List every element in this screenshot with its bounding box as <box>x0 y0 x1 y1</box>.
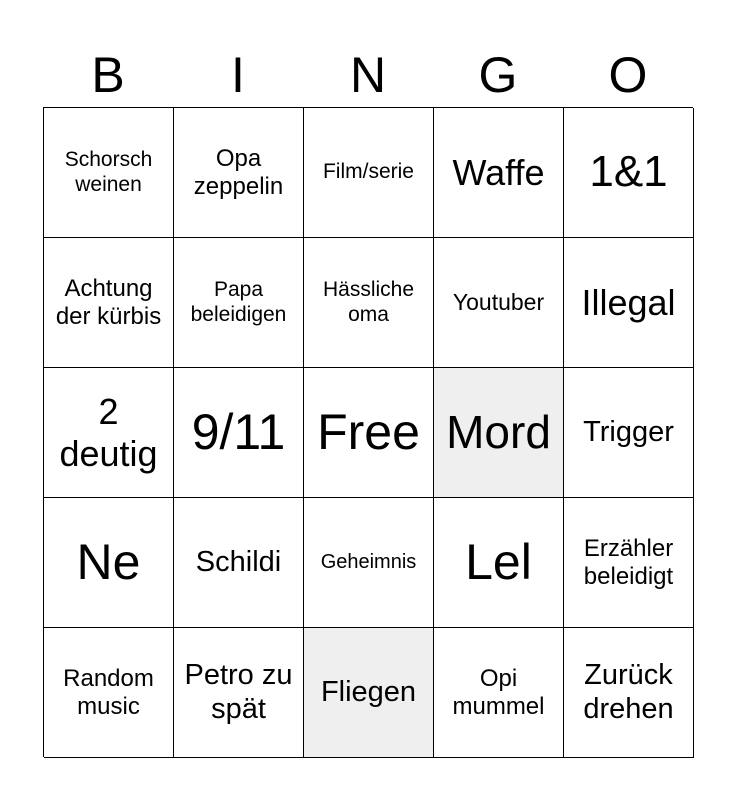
cell-label: Achtung der kürbis <box>55 274 162 330</box>
bingo-cell[interactable] <box>174 108 304 238</box>
header-letter-g: G <box>478 47 518 103</box>
cell-label: Opa zeppelin <box>193 144 284 200</box>
bingo-cell[interactable] <box>44 498 174 628</box>
cell-label: Film/serie <box>322 160 414 184</box>
header-letter-i: I <box>231 47 245 103</box>
cell-label: 2 deutig <box>59 391 158 474</box>
cell-label: Illegal <box>581 281 676 323</box>
cell-label: Ne <box>76 533 141 590</box>
bingo-cell[interactable] <box>304 108 434 238</box>
bingo-cell[interactable] <box>434 498 564 628</box>
cell-label: Trigger <box>583 415 674 448</box>
bingo-cell[interactable] <box>44 628 174 758</box>
bingo-cell[interactable] <box>564 108 694 238</box>
cell-label: Random music <box>63 664 154 720</box>
cell-label: Erzähler beleidigt <box>583 534 674 590</box>
bingo-cell[interactable] <box>174 628 304 758</box>
cell-label: Petro zu spät <box>184 659 293 725</box>
bingo-cell[interactable] <box>434 368 564 498</box>
bingo-cell[interactable] <box>44 238 174 368</box>
header-letter-b: B <box>91 47 125 103</box>
cell-label: Schildi <box>195 545 282 578</box>
cell-label: Schorsch weinen <box>64 148 153 196</box>
bingo-cell[interactable] <box>304 368 434 498</box>
cell-label: Fliegen <box>320 675 417 708</box>
bingo-cell[interactable] <box>564 368 694 498</box>
cell-label: Free <box>317 403 420 460</box>
bingo-cell[interactable] <box>304 238 434 368</box>
header-letter-o: O <box>608 47 648 103</box>
bingo-cell[interactable] <box>174 238 304 368</box>
cell-label: Waffe <box>452 151 545 193</box>
bingo-header <box>43 46 693 104</box>
cell-label: Lel <box>465 533 532 590</box>
bingo-cell[interactable] <box>564 628 694 758</box>
cell-label: 1&1 <box>589 147 668 197</box>
cell-label: Hässliche oma <box>322 278 415 326</box>
header-letter-n: N <box>349 47 387 103</box>
cell-label: Mord <box>446 406 551 459</box>
bingo-cell[interactable] <box>434 238 564 368</box>
bingo-cell[interactable] <box>44 108 174 238</box>
bingo-board <box>43 107 693 757</box>
bingo-cell[interactable] <box>304 498 434 628</box>
bingo-cell[interactable] <box>174 498 304 628</box>
cell-label: Youtuber <box>452 289 545 316</box>
cell-label: Papa beleidigen <box>190 278 287 326</box>
bingo-cell[interactable] <box>434 108 564 238</box>
bingo-cell[interactable] <box>174 368 304 498</box>
cell-label: Zurück drehen <box>583 659 674 725</box>
bingo-cell[interactable] <box>304 628 434 758</box>
bingo-cell[interactable] <box>44 368 174 498</box>
bingo-cell[interactable] <box>564 498 694 628</box>
bingo-cell[interactable] <box>564 238 694 368</box>
cell-label: Opi mummel <box>452 664 545 720</box>
cell-label: Geheimnis <box>320 551 417 573</box>
bingo-cell[interactable] <box>434 628 564 758</box>
cell-label: 9/11 <box>191 403 286 460</box>
